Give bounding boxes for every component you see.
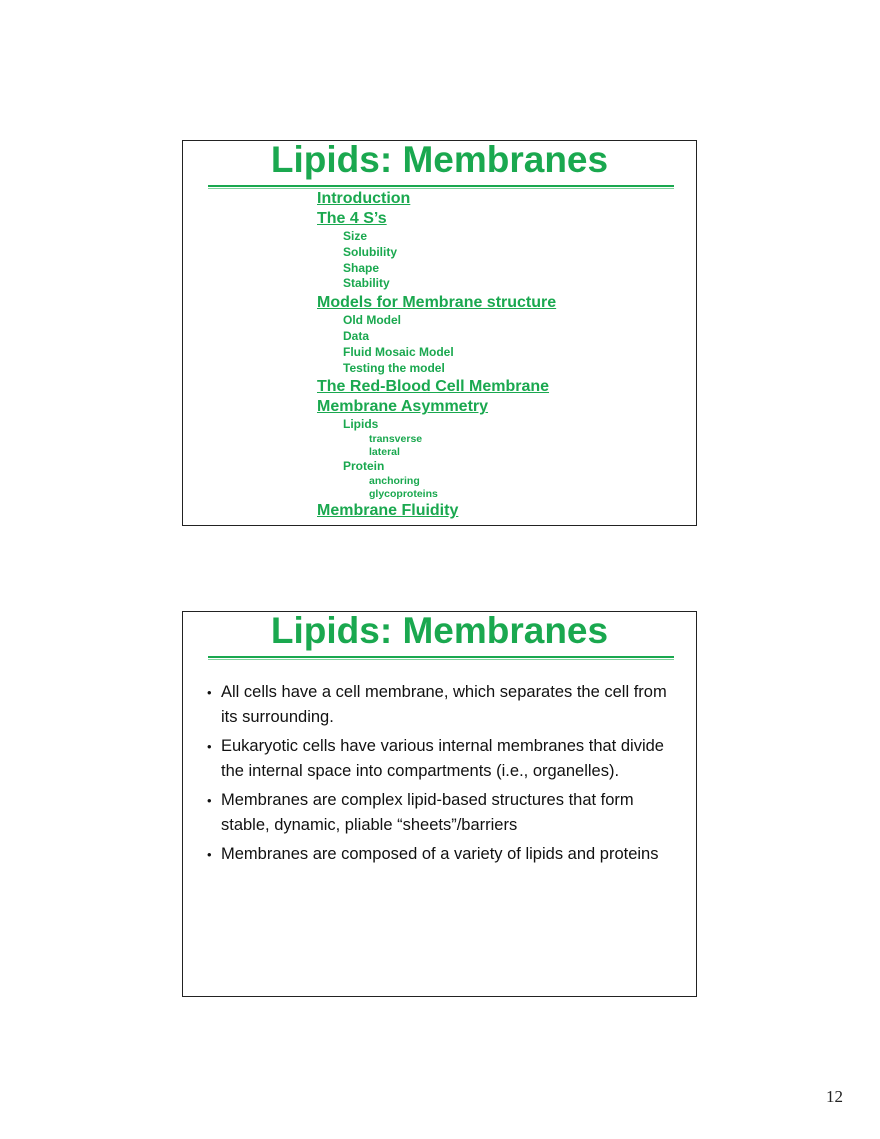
outline-item: glycoproteins [369, 487, 438, 500]
outline-item[interactable]: Models for Membrane structure [317, 294, 557, 312]
page-number: 12 [826, 1087, 843, 1106]
outline-item[interactable]: Membrane Asymmetry [317, 398, 489, 416]
bullet-icon: • [207, 739, 212, 754]
outline-item: Lipids [343, 417, 379, 432]
slide-1-outline [317, 189, 556, 521]
bullet-text: Eukaryotic cells have various internal membranes that divide the internal space into compartments (i.e., organelles). [221, 737, 664, 780]
outline-item[interactable]: The 4 S’s [317, 210, 387, 227]
outline-item: Testing the model [343, 360, 445, 375]
bullet-icon: • [207, 685, 212, 700]
bullet-item [207, 842, 677, 867]
outline-item: lateral [369, 446, 400, 459]
bullet-text: All cells have a cell membrane, which separates the cell from its surrounding. [221, 683, 667, 726]
outline-item: Solubility [343, 244, 397, 259]
outline-item: Protein [343, 459, 385, 474]
slide-2-title: Lipids: Membranes [270, 610, 609, 651]
outline-item[interactable]: Introduction [317, 190, 411, 207]
bullet-text: Membranes are composed of a variety of lipids and proteins [221, 845, 659, 863]
outline-item: Data [343, 328, 370, 343]
slide-1-title: Lipids: Membranes [270, 139, 609, 180]
slide-1 [182, 140, 697, 526]
bullet-icon: • [207, 793, 212, 808]
slide-2-bullet-list [207, 680, 677, 871]
outline-item: Fluid Mosaic Model [343, 344, 454, 359]
outline-item[interactable]: The Red-Blood Cell Membrane [317, 378, 550, 396]
bullet-item [207, 734, 677, 784]
bullet-item [207, 680, 677, 730]
slide-2 [182, 611, 697, 997]
bullet-text: Membranes are complex lipid-based structures that form stable, dynamic, pliable “sheets”/barriers [221, 791, 634, 834]
outline-item[interactable]: Membrane Fluidity [317, 501, 459, 519]
slide-2-title-rule [208, 656, 674, 660]
outline-item: Stability [343, 276, 390, 291]
bullet-item [207, 788, 677, 838]
outline-item: Old Model [343, 313, 401, 328]
bullet-icon: • [207, 847, 212, 862]
outline-item: anchoring [369, 474, 420, 487]
outline-item: Shape [343, 260, 380, 275]
outline-item: Size [343, 229, 368, 243]
outline-item: transverse [369, 433, 423, 446]
